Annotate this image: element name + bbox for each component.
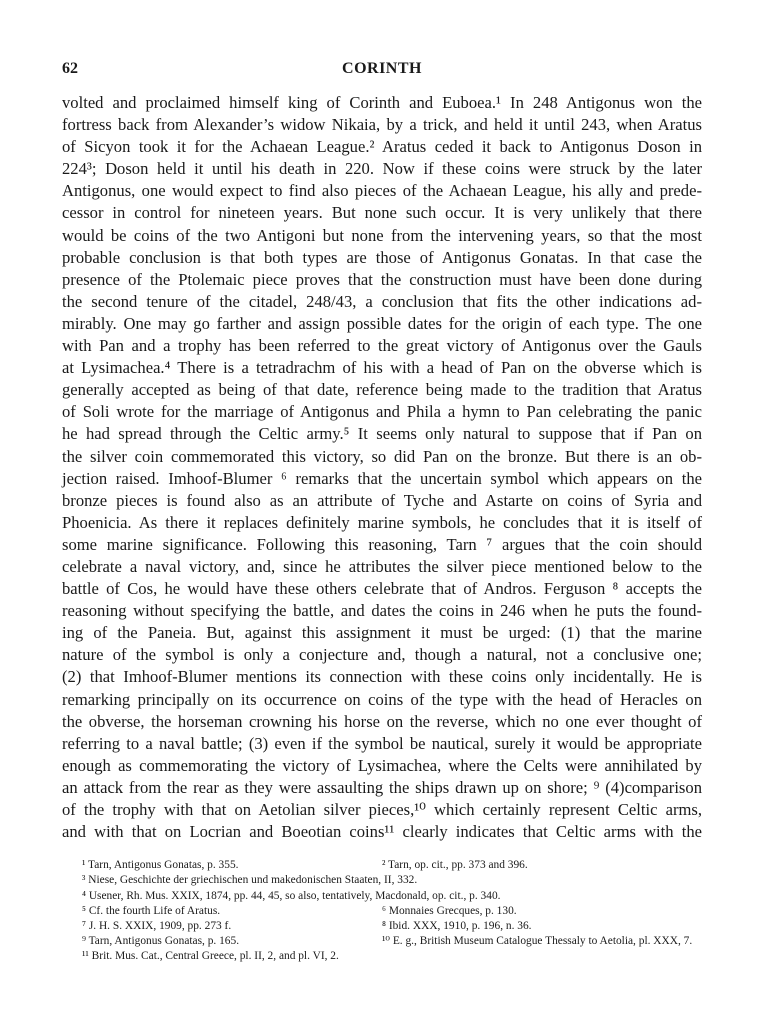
page-header xyxy=(62,60,702,84)
page xyxy=(62,60,702,965)
footnote-row xyxy=(62,919,702,934)
footnote: ¹¹ Brit. Mus. Cat., Central Greece, pl. II, 2, and pl. VI, 2. xyxy=(82,950,339,963)
body-line: celebrate a naval victory, and, since he attributes the silver piece mentioned below to the xyxy=(62,556,702,576)
footnote: ¹⁰ E. g., British Museum Catalogue Thessaly to Aetolia, pl. XXX, 7. xyxy=(382,935,693,948)
footnote: ⁸ Ibid. XXX, 1910, p. 196, n. 36. xyxy=(382,919,532,932)
body-line: enough as commemorating the victory of Lysimachea, where the Celts were annihilated by xyxy=(62,755,702,775)
footnote-row xyxy=(62,889,702,904)
body-line: mirably. One may go farther and assign possible dates for the origin of each type. The one xyxy=(62,313,702,333)
footnote: ⁴ Usener, Rh. Mus. XXIX, 1874, pp. 44, 45, so also, tentatively, Macdonald, op. cit., p. 340. xyxy=(82,889,501,902)
body-line: of Sicyon took it for the Achaean League.² Aratus ceded it back to Antigonus Doson in xyxy=(62,137,702,157)
body-line: cessor in control for nineteen years. But none such occur. It is very unlikely that there xyxy=(62,203,702,223)
body-line: reasoning without specifying the battle, and dates the coins in 246 when he puts the found- xyxy=(62,601,702,621)
body-line: nature of the symbol is only a conjecture and, though a natural, not a conclusive one; xyxy=(62,645,702,665)
footnotes xyxy=(62,858,702,964)
footnote: ³ Niese, Geschichte der griechischen und makedonischen Staaten, II, 332. xyxy=(82,874,418,887)
footnote-row xyxy=(62,934,702,949)
footnote-row xyxy=(62,949,702,964)
body-line: (2) that Imhoof-Blumer mentions its connection with these coins only incidentally. He is xyxy=(62,667,702,687)
footnote: ⁹ Tarn, Antigonus Gonatas, p. 165. xyxy=(82,935,240,948)
footnote-row xyxy=(62,873,702,888)
body-line: Antigonus, one would expect to find also pieces of the Achaean League, his ally and prede- xyxy=(62,181,702,201)
body-line: volted and proclaimed himself king of Corinth and Euboea.¹ In 248 Antigonus won the xyxy=(62,93,702,112)
body-line: with Pan and a trophy has been referred to the great victory of Antigonus over the Gauls xyxy=(62,336,702,356)
footnote: ⁷ J. H. S. XXIX, 1909, pp. 273 f. xyxy=(82,919,232,932)
body-line: fortress back from Alexander’s widow Nikaia, by a trick, and held it until 243, when Aratus xyxy=(62,115,702,135)
body-line: referring to a naval battle; (3) even if the symbol be nautical, surely it would be appropriate xyxy=(62,733,702,753)
body-line: bronze pieces is found also as an attribute of Tyche and Astarte on coins of Syria and xyxy=(62,490,702,510)
body-line: Phoenicia. As there it replaces definitely marine symbols, he concludes that it is itself of xyxy=(62,512,702,532)
body-line: remarking principally on its occurrence on coins of the type with the head of Heracles on xyxy=(62,689,702,709)
body-line: of Soli wrote for the marriage of Antigonus and Phila a hymn to Pan celebrating the panic xyxy=(62,402,702,422)
body-line: and with that on Locrian and Boeotian coins¹¹ clearly indicates that Celtic arms with the xyxy=(62,822,702,842)
body-line: generally accepted as being of that date, reference being made to the tradition that Aratus xyxy=(62,380,702,400)
body-text xyxy=(62,92,702,843)
footnote: ² Tarn, op. cit., pp. 373 and 396. xyxy=(382,859,528,872)
footnote: ⁶ Monnaies Grecques, p. 130. xyxy=(382,904,517,917)
body-line: battle of Cos, he would have these others celebrate that of Andros. Ferguson ⁸ accepts the xyxy=(62,579,702,599)
body-line: presence of the Ptolemaic piece proves that the construction must have been done during xyxy=(62,269,702,289)
body-line: 224³; Doson held it until his death in 220. Now if these coins were struck by the later xyxy=(62,159,702,179)
footnote-row xyxy=(62,904,702,919)
page-number: 62 xyxy=(62,60,78,77)
body-line: ing of the Paneia. But, against this assignment it must be urged: (1) that the marine xyxy=(62,623,702,643)
footnote-row xyxy=(62,858,702,873)
body-line: would be coins of the two Antigoni but none from the intervening years, so that the most xyxy=(62,225,702,245)
footnote: ⁵ Cf. the fourth Life of Aratus. xyxy=(82,904,221,917)
body-line: of the trophy with that on Aetolian silver pieces,¹⁰ which certainly represent Celtic arms, xyxy=(62,800,702,819)
body-line: an attack from the rear as they were assaulting the ships drawn up on shore; ⁹ (4)comparison xyxy=(62,777,702,797)
body-line: some marine significance. Following this reasoning, Tarn ⁷ argues that the coin should xyxy=(62,534,702,554)
body-line: he had spread through the Celtic army.⁵ It seems only natural to suppose that if Pan on xyxy=(62,424,702,444)
body-line: at Lysimachea.⁴ There is a tetradrachm of his with a head of Pan on the obverse which is xyxy=(62,358,702,378)
body-line: the second tenure of the citadel, 248/43, a conclusion that fits the other indications ad- xyxy=(62,291,702,311)
running-title: CORINTH xyxy=(342,60,422,77)
body-line: jection raised. Imhoof-Blumer ⁶ remarks that the uncertain symbol which appears on the xyxy=(62,468,702,488)
body-line: the obverse, the horseman crowning his horse on the reverse, which no one ever thought of xyxy=(62,711,702,731)
body-line: the silver coin commemorated this victory, so did Pan on the bronze. But there is an ob- xyxy=(62,446,702,466)
body-line: probable conclusion is that both types are those of Antigonus Gonatas. In that case the xyxy=(62,247,702,267)
footnote: ¹ Tarn, Antigonus Gonatas, p. 355. xyxy=(82,859,239,872)
